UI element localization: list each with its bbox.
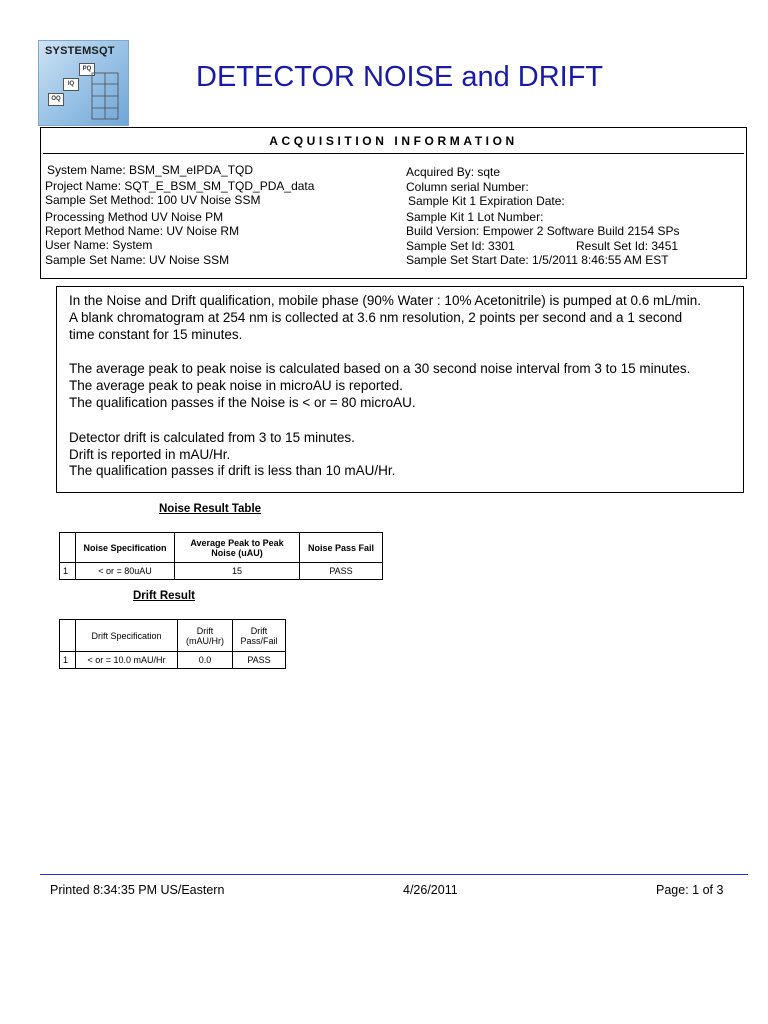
footer-page-number: Page: 1 of 3 (656, 883, 724, 897)
sample-set-id: Sample Set Id: 3301 (406, 239, 515, 253)
description-line: The average peak to peak noise is calculated based on a 30 second noise interval from 3 to 15 minutes. (69, 361, 691, 376)
average-noise-value: 15 (175, 563, 300, 580)
table-header-index (60, 620, 76, 652)
drift-result-title: Drift Result (133, 590, 195, 602)
sample-set-name: Sample Set Name: UV Noise SSM (45, 253, 230, 267)
logo-text: SYSTEMSQT (45, 45, 115, 57)
sample-kit-lot-number: Sample Kit 1 Lot Number: (406, 210, 544, 224)
description-line: In the Noise and Drift qualification, mobile phase (90% Water : 10% Acetonitrile) is pumped at 0.6 mL/min. (69, 293, 702, 308)
description-line: The qualification passes if drift is less than 10 mAU/Hr. (69, 463, 396, 478)
processing-method: Processing Method UV Noise PM (45, 210, 224, 224)
description-line: The average peak to peak noise in microAU is reported. (69, 378, 403, 393)
drift-pass-fail-value: PASS (233, 652, 286, 669)
system-name: System Name: BSM_SM_eIPDA_TQD (47, 163, 254, 177)
systemsqt-logo (38, 40, 129, 126)
build-version: Build Version: Empower 2 Software Build 2154 SPs (406, 224, 680, 238)
table-header-drift-value: Drift (mAU/Hr) (178, 620, 233, 652)
logo-box-pq: PQ (79, 63, 95, 76)
footer-divider (40, 874, 748, 875)
footer-printed: Printed 8:34:35 PM US/Eastern (50, 883, 225, 897)
logo-box-oq: OQ (48, 93, 64, 106)
report-method-name: Report Method Name: UV Noise RM (45, 224, 240, 238)
logo-grid-icon (90, 71, 120, 121)
description-line: Drift is reported in mAU/Hr. (69, 447, 231, 462)
description-line: The qualification passes if the Noise is < or = 80 microAU. (69, 395, 416, 410)
sample-kit-expiration: Sample Kit 1 Expiration Date: (408, 194, 565, 208)
table-header-noise-specification: Noise Specification (76, 533, 175, 563)
logo-box-iq: IQ (63, 78, 79, 91)
footer-date: 4/26/2011 (403, 883, 458, 897)
description-line: time constant for 15 minutes. (69, 327, 243, 342)
column-serial-number: Column serial Number: (406, 180, 529, 194)
page-title: DETECTOR NOISE and DRIFT (196, 61, 604, 93)
noise-pass-fail-value: PASS (300, 563, 383, 580)
description-line: A blank chromatogram at 254 nm is collected at 3.6 nm resolution, 2 points per second and a 1 second (69, 310, 683, 325)
acquired-by: Acquired By: sqte (406, 165, 501, 179)
acquisition-heading: ACQUISITION INFORMATION (269, 134, 518, 148)
table-header-average-noise: Average Peak to Peak Noise (uAU) (175, 533, 300, 563)
sample-set-method: Sample Set Method: 100 UV Noise SSM (45, 193, 261, 207)
table-row (60, 652, 286, 669)
table-header-noise-pass-fail: Noise Pass Fail (300, 533, 383, 563)
table-header-drift-specification: Drift Specification (76, 620, 178, 652)
table-header-index (60, 533, 76, 563)
noise-result-table (59, 532, 383, 580)
drift-value: 0.0 (178, 652, 233, 669)
acquisition-divider (43, 153, 744, 154)
table-row (60, 563, 383, 580)
row-index: 1 (60, 652, 76, 669)
row-index: 1 (60, 563, 76, 580)
description-line: Detector drift is calculated from 3 to 15 minutes. (69, 430, 355, 445)
project-name: Project Name: SQT_E_BSM_SM_TQD_PDA_data (45, 179, 315, 193)
acquisition-information-box (40, 127, 747, 279)
sample-set-start-date: Sample Set Start Date: 1/5/2011 8:46:55 AM EST (406, 253, 669, 267)
result-set-id: Result Set Id: 3451 (576, 239, 679, 253)
user-name: User Name: System (45, 238, 153, 252)
table-header-row (60, 533, 383, 563)
table-header-drift-pass-fail: Drift Pass/Fail (233, 620, 286, 652)
drift-specification-value: < or = 10.0 mAU/Hr (76, 652, 178, 669)
noise-result-table-title: Noise Result Table (159, 503, 262, 515)
table-header-row (60, 620, 286, 652)
drift-result-table (59, 619, 286, 669)
noise-specification-value: < or = 80uAU (76, 563, 175, 580)
qualification-description-box (56, 286, 744, 493)
